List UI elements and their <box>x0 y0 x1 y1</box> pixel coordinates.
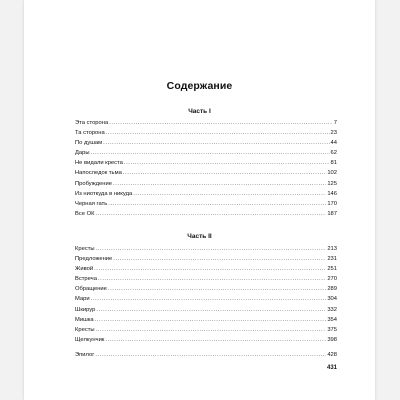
toc-entry <box>75 209 337 219</box>
toc-entry-page: 125 <box>327 180 337 187</box>
toc-entry-page: 289 <box>327 286 337 293</box>
leader-dots <box>96 209 327 219</box>
toc-entry <box>75 158 337 168</box>
leader-dots <box>106 128 330 138</box>
toc-entry-page: 304 <box>327 296 337 303</box>
leader-dots <box>96 305 326 315</box>
toc-entry-page: 170 <box>327 200 337 207</box>
toc-entry <box>75 294 337 304</box>
toc-entry-page: 187 <box>327 210 337 217</box>
toc-entry-page: 44 <box>330 140 337 147</box>
toc-entry <box>75 254 337 264</box>
toc-entry-page: 375 <box>327 326 337 333</box>
page-number: 431 <box>326 365 337 371</box>
toc-entry <box>75 118 337 128</box>
toc-entry <box>75 148 337 158</box>
toc-entry-page: 23 <box>330 130 337 137</box>
toc-entry-page: 270 <box>327 276 337 283</box>
toc-entry-page: 231 <box>327 256 337 263</box>
toc-entry-page: 102 <box>327 170 337 177</box>
toc-entry-epilogue <box>75 350 337 360</box>
leader-dots <box>113 179 326 189</box>
leader-dots <box>133 189 326 199</box>
toc-entry-title: Кресты <box>75 326 95 333</box>
toc-entry <box>75 305 337 315</box>
toc-entry-title: Из ниоткуда в никуда <box>75 190 133 197</box>
leader-dots <box>108 284 326 294</box>
leader-dots <box>96 244 327 254</box>
toc-entry <box>75 189 337 199</box>
part-2-toc <box>75 244 337 345</box>
leader-dots <box>91 148 330 158</box>
part-2-heading: Часть II <box>187 233 212 240</box>
leader-dots <box>109 118 333 128</box>
toc-entry-page: 7 <box>333 120 337 126</box>
leader-dots <box>108 199 326 209</box>
toc-entry <box>75 128 337 138</box>
toc-entry-title: Щелкунчик <box>75 336 105 343</box>
leader-dots <box>95 350 326 360</box>
toc-entry <box>75 179 337 189</box>
toc-entry-title: Мари <box>75 296 90 303</box>
leader-dots <box>103 138 329 148</box>
toc-entry-title: По душам <box>75 140 103 147</box>
toc-entry-title: Дары <box>75 150 90 157</box>
toc-entry-page: 428 <box>327 352 337 358</box>
toc-entry <box>75 138 337 148</box>
toc-entry-page: 62 <box>330 150 337 157</box>
toc-entry-page: 81 <box>330 160 337 167</box>
toc-entry <box>75 274 337 284</box>
leader-dots <box>94 264 326 274</box>
toc-entry-title: Эта сторона <box>75 120 109 126</box>
toc-entry-title: Мишка <box>75 316 94 323</box>
toc-entry <box>75 335 337 345</box>
toc-entry <box>75 284 337 294</box>
toc-entry-title: Встреча <box>75 276 97 283</box>
toc-entry-title: Обращение <box>75 286 107 293</box>
toc-entry-title: Пробуждение <box>75 180 112 187</box>
toc-entry <box>75 315 337 325</box>
leader-dots <box>124 158 330 168</box>
leader-dots <box>105 335 326 345</box>
page-title: Содержание <box>166 80 233 92</box>
toc-entry-title: Черная гать <box>75 200 108 207</box>
toc-entry-page: 398 <box>327 336 337 343</box>
toc-entry <box>75 168 337 178</box>
toc-entry-title: Живой <box>75 266 94 273</box>
toc-entry <box>75 199 337 209</box>
toc-entry-title: Та сторона <box>75 130 105 137</box>
toc-entry <box>75 325 337 335</box>
leader-dots <box>98 274 326 284</box>
toc-entry-page: 332 <box>327 306 337 313</box>
leader-dots <box>95 315 327 325</box>
toc-entry-title: Все ОК <box>75 210 95 217</box>
toc-entry-title: Предложение <box>75 256 113 263</box>
leader-dots <box>113 254 326 264</box>
toc-entry-title: Шкирур <box>75 306 96 313</box>
toc-entry-title: Не видали креста <box>75 160 123 167</box>
book-page <box>24 0 375 400</box>
part-1-toc <box>75 118 337 219</box>
toc-entry <box>75 264 337 274</box>
toc-entry-page: 213 <box>327 246 337 252</box>
toc-entry-page: 354 <box>327 316 337 323</box>
part-1-heading: Часть I <box>188 108 211 115</box>
epilogue-toc <box>75 350 337 360</box>
toc-entry-page: 251 <box>327 266 337 273</box>
toc-entry-title: Напоследок тьма <box>75 170 122 177</box>
toc-entry <box>75 244 337 254</box>
leader-dots <box>91 294 327 304</box>
toc-entry-title: Кресты <box>75 246 95 252</box>
leader-dots <box>123 168 327 178</box>
toc-entry-page: 146 <box>327 190 337 197</box>
toc-entry-title: Эпилог <box>75 352 95 358</box>
leader-dots <box>96 325 327 335</box>
